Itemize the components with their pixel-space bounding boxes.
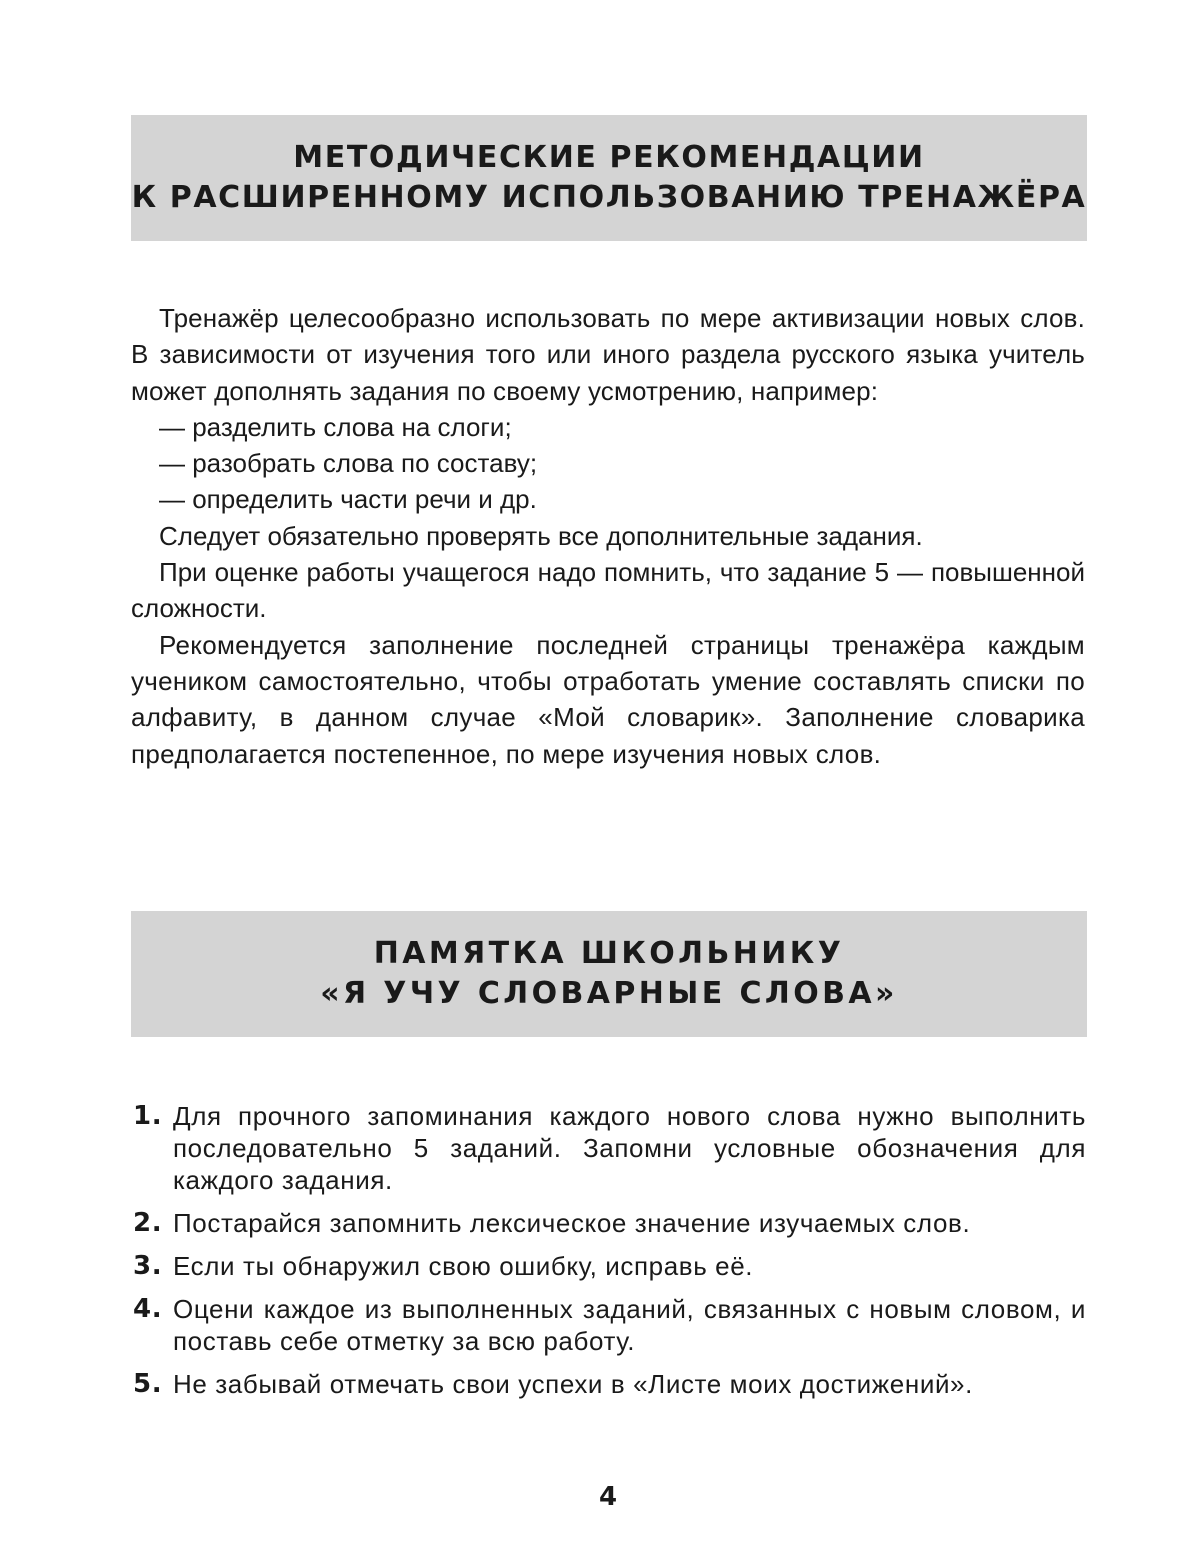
page-number: 4 (598, 1482, 618, 1512)
paragraph-assessment: При оценке работы учащегося надо помнить, что задание 5 — повышенной сложности. (131, 557, 1085, 624)
item-number: 4. (133, 1294, 163, 1324)
heading-line: «Я УЧУ СЛОВАРНЫЕ СЛОВА» (320, 976, 898, 1011)
memo-list (131, 1100, 1086, 1411)
item-text: Если ты обнаружил свою ошибку, исправь её. (173, 1251, 754, 1281)
item-number: 1. (133, 1101, 163, 1131)
item-text: Постарайся запомнить лексическое значение изучаемых слов. (173, 1208, 971, 1238)
paragraph-dictionary: Рекомендуется заполнение последней страницы тренажёра каждым учеником самостоятельно, чтобы отработать умение составлять списки по алфавиту, в данном случае «Мой словарик». Заполнение словарика предполагается постепенное, по мере изучения новых слов. (131, 629, 1085, 769)
list-item: — разделить слова на слоги; (159, 411, 512, 442)
list-item (131, 1368, 1086, 1400)
paragraph-check: Следует обязательно проверять все дополнительные задания. (159, 520, 923, 551)
paragraph-intro: Тренажёр целесообразно использовать по мере активизации новых слов. В зависимости от изучения того или иного раздела русского языка учитель может дополнять задания по своему усмотрению, например: (131, 303, 1085, 406)
list-item (131, 1293, 1086, 1357)
list-item: — определить части речи и др. (159, 484, 537, 515)
item-text: Не забывай отмечать свои успехи в «Листе моих достижений». (173, 1369, 973, 1399)
item-number: 2. (133, 1208, 163, 1238)
guidelines-body (131, 300, 1085, 772)
item-text: Оцени каждое из выполненных заданий, связанных с новым словом, и поставь себе отметку за всю работу. (173, 1294, 1086, 1356)
heading-line: ПАМЯТКА ШКОЛЬНИКУ (373, 936, 845, 971)
list-item (131, 1250, 1086, 1282)
item-number: 3. (133, 1251, 163, 1281)
heading-line: МЕТОДИЧЕСКИЕ РЕКОМЕНДАЦИИ (293, 140, 925, 175)
list-item: — разобрать слова по составу; (159, 448, 538, 479)
item-number: 5. (133, 1369, 163, 1399)
list-item (131, 1207, 1086, 1239)
list-item (131, 1100, 1086, 1196)
section-heading-guidelines (131, 115, 1087, 241)
heading-line: К РАСШИРЕННОМУ ИСПОЛЬЗОВАНИЮ ТРЕНАЖЁРА (131, 180, 1087, 215)
section-heading-memo (131, 911, 1087, 1037)
item-text: Для прочного запоминания каждого нового слова нужно выполнить последовательно 5 заданий. Запомни условные обозначения для каждого задания. (173, 1101, 1086, 1195)
